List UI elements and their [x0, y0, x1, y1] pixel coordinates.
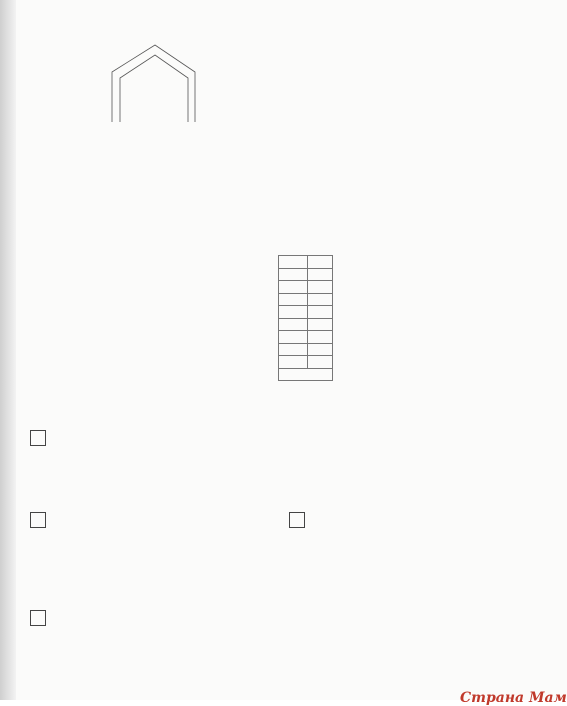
- table-row: [279, 268, 333, 281]
- stitch-count-table: [278, 255, 333, 381]
- table-cell: [279, 343, 308, 356]
- back-post-dc-symbol-icon: [289, 512, 305, 528]
- front-post-dc-symbol-icon: [30, 512, 46, 528]
- table-cell: [279, 318, 308, 331]
- table-row: [279, 331, 333, 344]
- dc-symbol-icon: [30, 430, 46, 446]
- table-cell: [279, 331, 308, 344]
- table-cell: [308, 343, 333, 356]
- table-cell: [279, 281, 308, 294]
- table-cell: [279, 268, 308, 281]
- table-cell: [279, 256, 308, 269]
- table-cell: [308, 331, 333, 344]
- table-row: [279, 306, 333, 319]
- table-row: [279, 368, 333, 381]
- table-row: [279, 256, 333, 269]
- watermark-logo: Страна Мам: [460, 690, 567, 706]
- table-cell: [308, 256, 333, 269]
- table-cell: [308, 356, 333, 369]
- table-row: [279, 281, 333, 294]
- table-cell: [308, 281, 333, 294]
- table-cell: [308, 306, 333, 319]
- sc-symbol-icon: [30, 610, 46, 626]
- table-cell: [279, 356, 308, 369]
- table-cell: [308, 268, 333, 281]
- table-row: [279, 356, 333, 369]
- table-cell: [308, 293, 333, 306]
- table-row: [279, 293, 333, 306]
- table-row: [279, 318, 333, 331]
- table-cell: [279, 368, 333, 381]
- table-cell: [279, 306, 308, 319]
- table-row: [279, 343, 333, 356]
- ear-flap-chart: [112, 45, 195, 122]
- table-cell: [308, 318, 333, 331]
- table-cell: [279, 293, 308, 306]
